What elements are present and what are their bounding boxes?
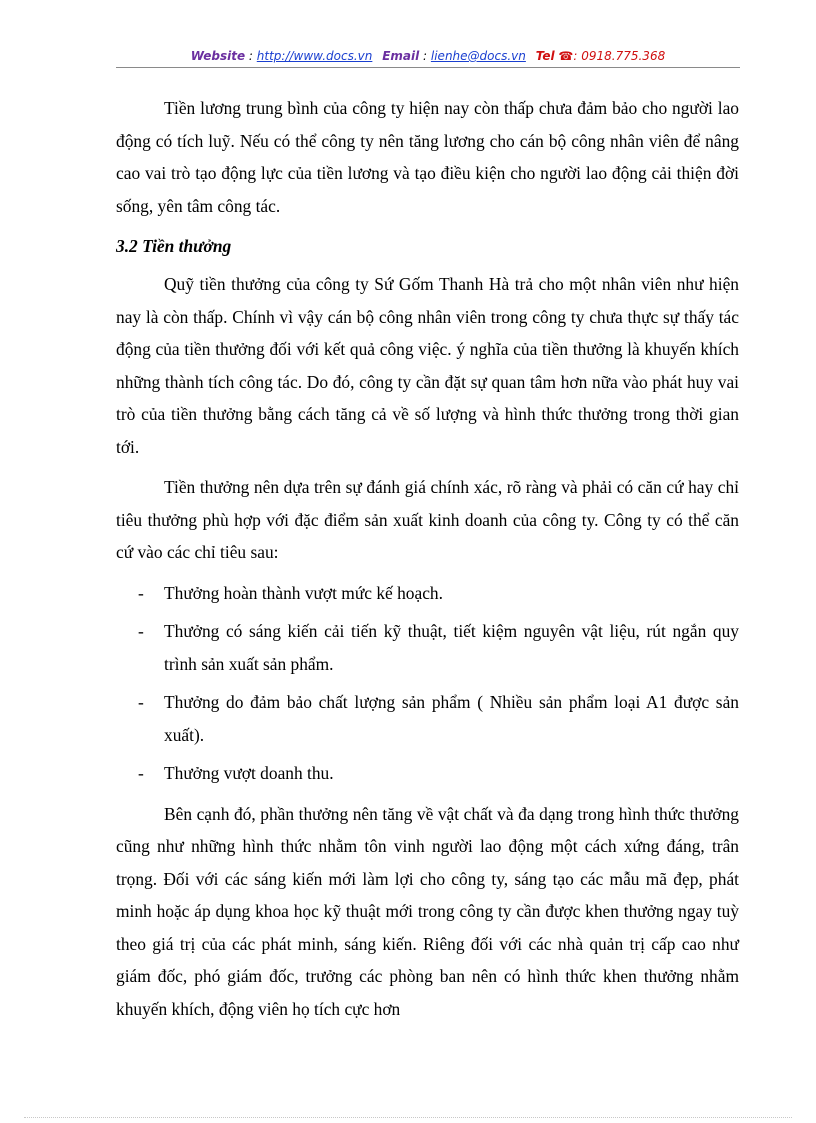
header-colon: : — [245, 49, 257, 63]
tel-colon: : — [573, 49, 582, 63]
bullet-dash: - — [138, 621, 144, 641]
bullet-dash: - — [138, 582, 144, 603]
header-colon: : — [419, 49, 431, 63]
header-divider — [116, 67, 740, 68]
website-label: Website — [190, 49, 246, 63]
website-link[interactable]: http://www.docs.vn — [256, 49, 373, 63]
email-label: Email — [382, 49, 420, 63]
criteria-list — [116, 577, 739, 790]
paragraph-bonus-fund: Quỹ tiền thưởng của công ty Sứ Gốm Thanh Hà trả cho một nhân viên như hiện nay là còn thấp. Chính vì vậy cán bộ công nhân viên trong công ty chưa thực sự thấy tác động của tiền thưởng đối với kết quả công việc. ý nghĩa của tiền thưởng là khuyến khích những thành tích công tác. Do đó, công ty cần đặt sự quan tâm hơn nữa vào phát huy vai trò của tiền thưởng bằng cách tăng cả về số lượng và hình thức thưởng trong thời gian tới. — [116, 274, 739, 457]
bullet-dash: - — [138, 692, 144, 712]
paragraph-reward-forms: Bên cạnh đó, phần thưởng nên tăng về vật chất và đa dạng trong hình thức thưởng cũng như những hình thức nhằm tôn vinh người lao động một cách xứng đáng, trân trọng. Đối với các sáng kiến mới làm lợi cho công ty, sáng tạo các mẫu mã đẹp, phát minh hoặc áp dụng khoa học kỹ thuật mới trong công ty cần được khen thưởng ngay tuỳ theo giá trị của các phát minh, sáng kiến. Riêng đối với các nhà quản trị cấp cao như giám đốc, phó giám đốc, trưởng các phòng ban nên có hình thức khen thưởng nhằm khuyến khích, động viên họ tích cực hơn — [116, 803, 739, 1019]
list-item — [116, 615, 739, 680]
list-item-text: Thưởng do đảm bảo chất lượng sản phẩm ( Nhiều sản phẩm loại A1 được sản xuất). — [164, 692, 739, 745]
footer-divider — [24, 1117, 792, 1118]
list-item-text: Thưởng có sáng kiến cải tiến kỹ thuật, tiết kiệm nguyên vật liệu, rút ngắn quy trình sản xuất sản phẩm. — [164, 621, 739, 674]
tel-value: 0918.775.368 — [581, 49, 666, 63]
paragraph-salary: Tiền lương trung bình của công ty hiện nay còn thấp chưa đảm bảo cho người lao động có tích luỹ. Nếu có thể công ty nên tăng lương cho cán bộ công nhân viên để nâng cao vai trò tạo động lực của tiền lương và tạo điều kiện cho người lao động cải thiện đời sống, yên tâm công tác. — [116, 98, 739, 216]
document-body — [116, 92, 739, 1033]
list-item-text: Thưởng hoàn thành vượt mức kế hoạch. — [164, 582, 443, 603]
list-item-text: Thưởng vượt doanh thu. — [164, 763, 334, 783]
list-item — [116, 757, 739, 790]
section-heading: 3.2 Tiền thưởng — [116, 236, 232, 256]
tel-label: Tel — [535, 49, 555, 63]
email-link[interactable]: lienhe@docs.vn — [430, 49, 526, 63]
page-header — [116, 46, 740, 66]
phone-icon: ☎ — [558, 49, 574, 63]
list-item — [116, 686, 739, 751]
list-item — [116, 577, 739, 610]
paragraph-bonus-criteria: Tiền thưởng nên dựa trên sự đánh giá chính xác, rõ ràng và phải có căn cứ hay chỉ tiêu thưởng phù hợp với đặc điểm sản xuất kinh doanh của công ty. Công ty có thể căn cứ vào các chỉ tiêu sau: — [116, 477, 739, 562]
bullet-dash: - — [138, 763, 144, 783]
